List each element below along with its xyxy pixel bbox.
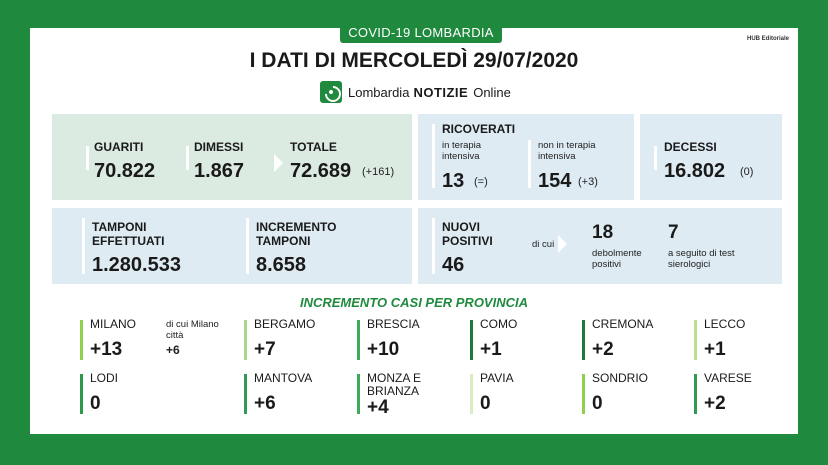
- province-bar: [80, 374, 83, 414]
- positivi-label: NUOVI POSITIVI: [442, 220, 493, 248]
- province-value: 0: [592, 393, 603, 414]
- province-bar: [694, 374, 697, 414]
- divider: [82, 218, 85, 274]
- brand-normal: Lombardia: [348, 84, 410, 100]
- milano-city-value: +6: [166, 343, 180, 357]
- province-sondrio: [582, 372, 692, 416]
- guariti-label: GUARITI: [94, 140, 144, 154]
- positivi-value: 46: [442, 254, 465, 276]
- province-bar: [582, 374, 585, 414]
- incremento-label: INCREMENTO TAMPONI: [256, 220, 337, 248]
- province-value: 0: [90, 393, 101, 414]
- province-name: MILANO: [90, 317, 137, 331]
- divider: [528, 140, 531, 188]
- province-lodi: [80, 372, 190, 416]
- province-lecco: [694, 318, 804, 362]
- province-varese: [694, 372, 804, 416]
- province-mantova: [244, 372, 354, 416]
- dimessi-value: 1.867: [194, 160, 245, 182]
- tamponi-label: TAMPONI EFFETTUATI: [92, 220, 165, 248]
- province-value: +13: [90, 339, 123, 360]
- province-name: LECCO: [704, 317, 746, 331]
- province-bar: [244, 374, 247, 414]
- province-name: LODI: [90, 371, 119, 385]
- lombardia-logo-icon: [320, 81, 342, 103]
- decessi-value: 16.802: [664, 160, 726, 182]
- terapia-value: 13: [442, 170, 465, 192]
- hub-label: HUB Editoriale: [746, 36, 789, 42]
- brand-logo: [320, 80, 511, 104]
- totale-delta: (+161): [362, 166, 395, 178]
- province-value: +1: [704, 339, 726, 360]
- deboli-value: 18: [592, 222, 614, 243]
- arrow-right-icon: [558, 235, 567, 253]
- sierologici-value: 7: [668, 222, 679, 243]
- divider: [246, 218, 249, 274]
- province-name: VARESE: [704, 371, 752, 385]
- header-badge: COVID-19 LOMBARDIA: [340, 23, 502, 43]
- panel-guariti: [52, 114, 412, 200]
- province-name: SONDRIO: [592, 371, 649, 385]
- province-bar: [470, 374, 473, 414]
- province-value: +2: [704, 393, 726, 414]
- terapia-label: in terapia intensiva: [442, 140, 482, 162]
- divider: [432, 124, 435, 188]
- decessi-label: DECESSI: [664, 140, 717, 154]
- decessi-delta: (0): [740, 166, 754, 178]
- incremento-value: 8.658: [256, 254, 307, 276]
- guariti-value: 70.822: [94, 160, 156, 182]
- province-name: BRESCIA: [367, 317, 420, 331]
- province-name: BERGAMO: [254, 317, 316, 331]
- totale-value: 72.689: [290, 160, 352, 182]
- province-cremona: [582, 318, 692, 362]
- province-value: +10: [367, 339, 400, 360]
- dicui-label: di cui: [532, 239, 555, 250]
- province-bar: [470, 320, 473, 360]
- divider: [86, 146, 89, 170]
- panel-decessi: [640, 114, 782, 200]
- province-bar: [357, 320, 360, 360]
- ricoverati-label: RICOVERATI: [442, 122, 516, 136]
- non-terapia-value: 154: [538, 170, 572, 192]
- province-como: [470, 318, 580, 362]
- divider: [654, 146, 657, 170]
- dimessi-label: DIMESSI: [194, 140, 244, 154]
- divider: [186, 146, 189, 170]
- province-name: MANTOVA: [254, 371, 313, 385]
- province-pavia: [470, 372, 580, 416]
- province-name: COMO: [480, 317, 518, 331]
- province-bar: [694, 320, 697, 360]
- province-bar: [357, 374, 360, 414]
- terapia-delta: (=): [474, 176, 488, 188]
- province-value: +7: [254, 339, 276, 360]
- non-terapia-delta: (+3): [578, 176, 598, 188]
- brand-bold: NOTIZIE: [413, 84, 469, 100]
- province-value: +1: [480, 339, 502, 360]
- non-terapia-label: non in terapia intensiva: [538, 140, 596, 162]
- province-value: 0: [480, 393, 491, 414]
- page-title: I DATI DI MERCOLEDÌ 29/07/2020: [249, 49, 579, 72]
- province-bar: [582, 320, 585, 360]
- province-value: +6: [254, 393, 276, 414]
- province-value: +4: [367, 397, 389, 418]
- provinces-title: INCREMENTO CASI PER PROVINCIA: [299, 295, 528, 310]
- totale-label: TOTALE: [290, 140, 337, 154]
- brand-tail: Online: [473, 84, 511, 100]
- province-name: CREMONA: [592, 317, 654, 331]
- divider: [432, 218, 435, 274]
- sierologici-label: a seguito di test sierologici: [668, 248, 735, 270]
- panel-tamponi: [52, 208, 412, 284]
- province-bergamo: [244, 318, 354, 362]
- tamponi-value: 1.280.533: [92, 254, 181, 276]
- infographic-card: [30, 28, 798, 434]
- province-bar: [80, 320, 83, 360]
- arrow-right-icon: [274, 154, 283, 172]
- province-name: MONZA E BRIANZA: [367, 371, 422, 398]
- panel-positivi: [418, 208, 782, 284]
- deboli-label: debolmente positivi: [592, 248, 642, 270]
- province-name: PAVIA: [480, 371, 514, 385]
- province-monza: [357, 372, 467, 416]
- province-brescia: [357, 318, 467, 362]
- milano-city-label: di cui Milano città: [166, 319, 219, 341]
- panel-ricoverati: [418, 114, 634, 200]
- province-value: +2: [592, 339, 614, 360]
- province-bar: [244, 320, 247, 360]
